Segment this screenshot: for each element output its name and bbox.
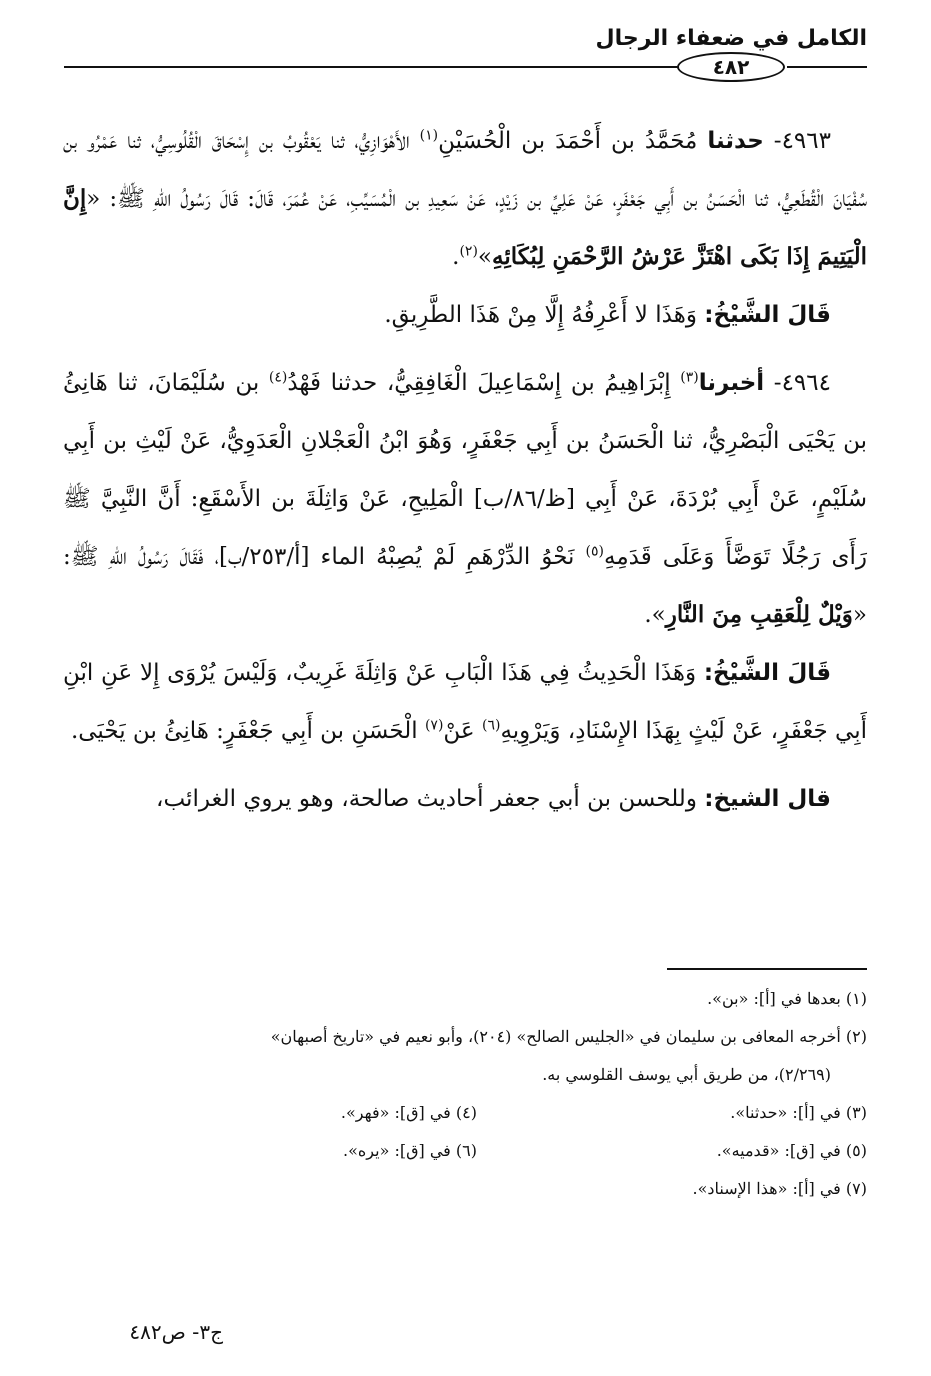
text-run: وَهَذَا الْحَدِيثُ فِي هَذَا الْبَابِ عَنْ وَاثِلَةَ غَرِيبٌ، وَلَيْسَ يُرْوَى إِلا عَنِ ابْنِ أَبِي جَعْفَرٍ، عَنْ لَيْثٍ بِهَذَا الإِسْنَادِ، وَيَرْوِيهِ	[63, 660, 867, 744]
sheikh-comment-2	[63, 644, 867, 760]
footnote-ref: (١)	[419, 127, 439, 144]
page-number-badge: ٤٨٢	[677, 52, 785, 82]
text-run: وَهَذَا لا أَعْرِفُهُ إِلَّا مِنْ هَذَا الطَّرِيقِ.	[384, 302, 705, 328]
footnote-ref: (٥)	[585, 543, 604, 560]
header-rule-left	[64, 66, 679, 68]
text-run: .	[452, 244, 460, 270]
hadith-number: ٤٩٦٤-	[764, 370, 831, 396]
text-run: إِبْرَاهِيمُ بن إِسْمَاعِيلَ الْغَافِقِيُّ، حدثنا فَهْدُ	[287, 370, 681, 396]
narration-lead: حدثنا	[707, 128, 764, 154]
sheikh-lead: قَالَ الشَّيْخُ:	[704, 302, 831, 328]
sheikh-comment-1	[63, 286, 867, 344]
footnote-1: (١) بعدها في [أ]: «بن».	[707, 989, 867, 1008]
text-run: ».	[644, 602, 666, 628]
footnote-2-continued: (٢/٢٦٩)، من طريق أبي يوسف القلوسي به.	[542, 1065, 831, 1084]
footnote-ref: (٢)	[459, 243, 478, 260]
sheikh-lead: قال الشيخ:	[704, 786, 831, 812]
footnote-row-5-6	[63, 1132, 867, 1170]
text-run: عَنْ	[443, 718, 482, 744]
hadith-4964	[63, 354, 867, 644]
text-run: الْحَسَنِ بن أَبِي جَعْفَرٍ: هَانِئُ بن يَحْيَى.	[70, 718, 425, 744]
text-run: وللحسن بن أبي جعفر أحاديث صالحة، وهو يروي الغرائب،	[156, 786, 705, 812]
narration-lead: أخبرنا	[698, 370, 765, 396]
hadith-quote: إِنَّ الْيَتِيمَ إِذَا بَكَى اهْتَزَّ عَرْشُ الرَّحْمَنِ لِبُكَائِهِ	[63, 185, 867, 270]
footnote-7: (٧) في [أ]: «هذا الإسناد».	[692, 1179, 867, 1198]
footnote-row-3-4	[63, 1094, 867, 1132]
main-text	[63, 112, 867, 828]
sheikh-comment-3	[63, 770, 867, 828]
text-run: بن سُلَيْمَانَ، ثنا هَانِئُ بن يَحْيَى الْبَصْرِيُّ، ثنا الْحَسَنُ بن أَبِي جَعْفَرٍ، وَهُوَ ابْنُ الْعَجْلانِ الْعَدَوِيُّ، عَنْ لَيْثِ بن أَبِي سُلَيْمٍ، عَنْ أَبِي بُرْدَةَ، عَنْ أَبِي [ظ/٨٦/ب] الْمَلِيحِ، عَنْ وَاثِلَةَ بن الأَسْقَعِ: أَنَّ النَّبِيَّ ﷺ رَأَى رَجُلًا تَوَضَّأَ وَعَلَى قَدَمِهِ	[63, 370, 867, 570]
text-run: »	[477, 244, 492, 270]
footnote-ref: (٧)	[424, 717, 444, 734]
hadith-quote: وَيْلٌ لِلْعَقِبِ مِنَ النَّارِ	[665, 601, 853, 628]
footnote-6: (٦) في [ق]: «يره».	[343, 1141, 477, 1160]
footnote-5: (٥) في [ق]: «قدميه».	[716, 1141, 867, 1160]
hadith-number: ٤٩٦٣-	[763, 128, 831, 154]
footnote-2: (٢) أخرجه المعافى بن سليمان في «الجليس الصالح» (٢٠٤)، وأبو نعيم في «تاريخ أصبهان»	[270, 1027, 867, 1046]
text-run: مُحَمَّدُ بن أَحْمَدَ بن الْحُسَيْنِ	[438, 128, 708, 154]
hadith-4963	[63, 112, 867, 286]
footnote-ref: (٣)	[680, 369, 699, 386]
footnotes	[63, 980, 867, 1208]
text-run: نَحْوُ الدِّرْهَمِ لَمْ يُصِبْهُ الماء [أ/٢٥٣/ب]، فَقَالَ رَسُولُ اللهِ ﷺ: «	[63, 544, 867, 628]
volume-page-reference: ج٣- ص٤٨٢	[129, 1320, 223, 1344]
text-run: الأَهْوَازِيُّ، ثنا يَعْقُوبُ بن إِسْحَاقَ الْقُلُوسِيُّ، ثنا عَمْرُو بن سُفْيَانَ الْقُطَعِيُّ، ثنا الْحَسَنُ بن أَبِي جَعْفَرٍ، عَنْ عَلِيِّ بن زَيْدٍ، عَنْ سَعِيدِ بن الْمُسَيِّبِ، عَنْ عُمَرَ، قَالَ: قَالَ رَسُولُ اللهِ ﷺ: «	[63, 128, 867, 212]
footnote-3: (٣) في [أ]: «حدثنا».	[730, 1103, 867, 1122]
footnote-ref: (٤)	[268, 369, 288, 386]
header-rule-right	[787, 66, 867, 68]
running-title: الكامل في ضعفاء الرجال	[595, 26, 867, 51]
sheikh-lead: قَالَ الشَّيْخُ:	[703, 660, 832, 686]
footnote-ref: (٦)	[481, 717, 501, 734]
footnote-separator	[667, 968, 867, 970]
footnote-4: (٤) في [ق]: «فهر».	[340, 1103, 477, 1122]
